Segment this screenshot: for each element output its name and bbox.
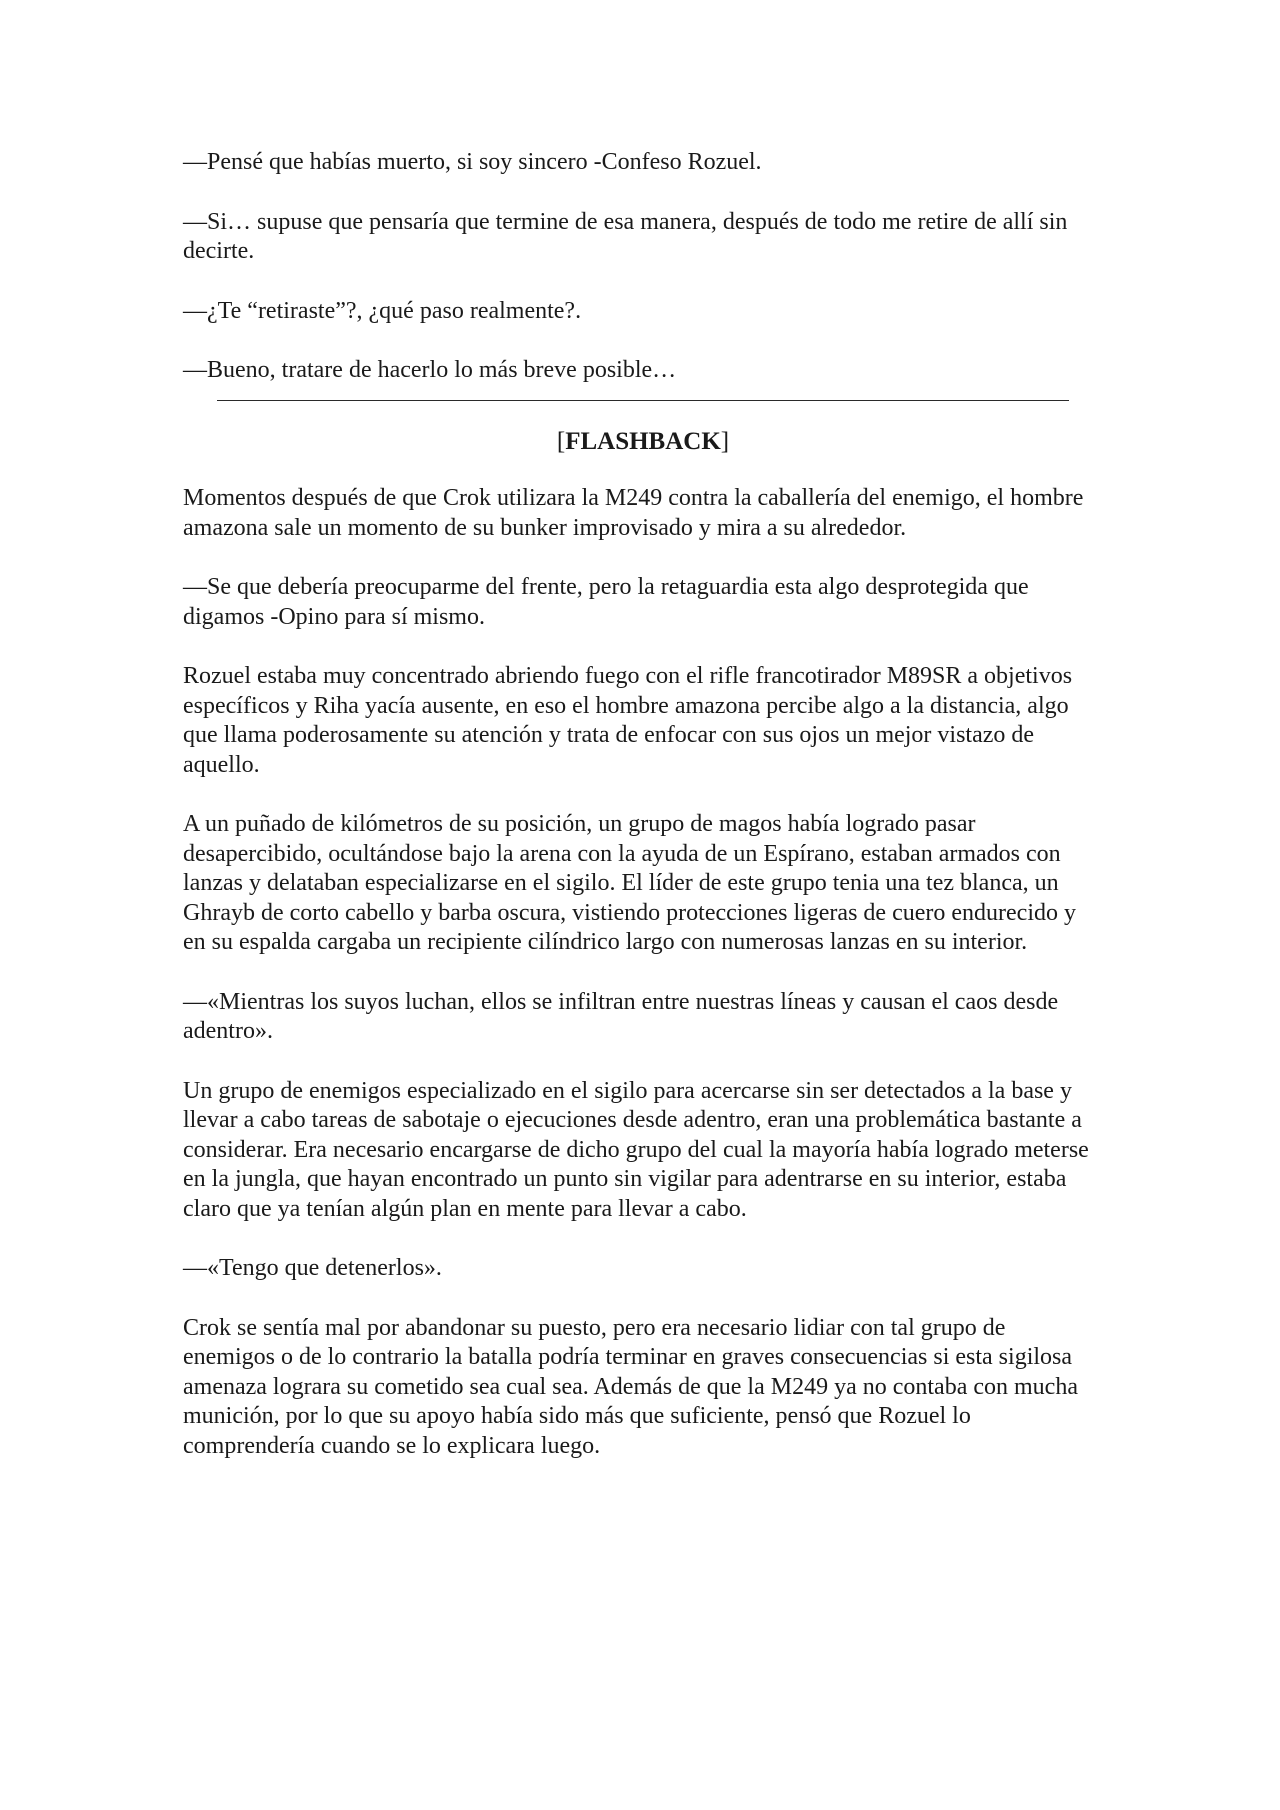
- dialogue-line: —Pensé que habías muerto, si soy sincero -Confeso Rozuel.: [183, 149, 762, 175]
- body-paragraph: Rozuel estaba muy concentrado abriendo fuego con el rifle francotirador M89SR a objetivos específicos y Riha yacía ausente, en eso el hombre amazona percibe algo a la distancia, algo que llama poderosamente su atención y trata de enfocar con sus ojos un mejor vistazo de aquello.: [183, 663, 1073, 778]
- heading-title: FLASHBACK: [565, 427, 721, 455]
- body-paragraph: Momentos después de que Crok utilizara la M249 contra la caballería del enemigo, el hombre amazona sale un momento de su bunker improvisado y mira a su alrededor.: [183, 485, 1084, 541]
- body-paragraph: Crok se sentía mal por abandonar su puesto, pero era necesario lidiar con tal grupo de enemigos o de lo contrario la batalla podría terminar en graves consecuencias si esta sigilosa amenaza lograra su cometido sea cual sea. Además de que la M249 ya no contaba con mucha munición, por lo que su apoyo había sido más que suficiente, pensó que Rozuel lo comprendería cuando se lo explicara luego.: [183, 1314, 1078, 1459]
- heading-close-bracket: ]: [720, 427, 730, 455]
- dialogue-line: —Bueno, tratare de hacerlo lo más breve posible…: [183, 357, 677, 383]
- dialogue-line: —Se que debería preocuparme del frente, pero la retaguardia esta algo desprotegida que digamos -Opino para sí mismo.: [183, 574, 1029, 630]
- body-paragraph: Un grupo de enemigos especializado en el sigilo para acercarse sin ser detectados a la base y llevar a cabo tareas de sabotaje o ejecuciones desde adentro, eran una problemática bastante a considerar. Era necesario encargarse de dicho grupo del cual la mayoría había logrado meterse en la jungla, que hayan encontrado un punto sin vigilar para adentrarse en su interior, estaba claro que ya tenían algún plan en mente para llevar a cabo.: [183, 1077, 1089, 1222]
- dialogue-line: —«Mientras los suyos luchan, ellos se infiltran entre nuestras líneas y causan el caos desde adentro».: [183, 988, 1059, 1044]
- dialogue-line: —Si… supuse que pensaría que termine de esa manera, después de todo me retire de allí sin decirte.: [183, 208, 1068, 264]
- section-heading: [183, 427, 1103, 457]
- section-divider: [217, 400, 1069, 401]
- dialogue-line: —«Tengo que detenerlos».: [183, 1255, 442, 1281]
- body-paragraph: A un puñado de kilómetros de su posición, un grupo de magos había logrado pasar desapercibido, ocultándose bajo la arena con la ayuda de un Espírano, estaban armados con lanzas y delataban especializarse en el sigilo. El líder de este grupo tenia una tez blanca, un Ghrayb de corto cabello y barba oscura, vistiendo protecciones ligeras de cuero endurecido y en su espalda cargaba un recipiente cilíndrico largo con numerosas lanzas en su interior.: [183, 811, 1076, 955]
- dialogue-line: —¿Te “retiraste”?, ¿qué paso realmente?.: [183, 297, 582, 324]
- document-page: [183, 148, 1103, 1461]
- heading-open-bracket: [: [556, 427, 566, 455]
